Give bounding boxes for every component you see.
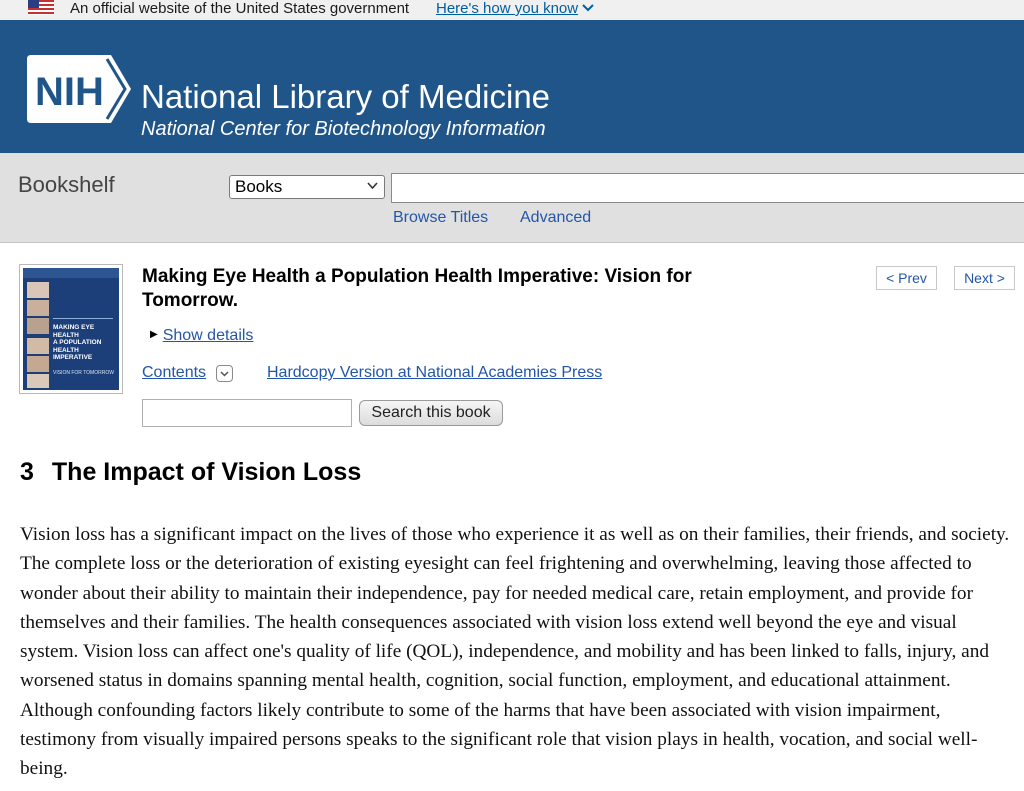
browse-titles-link[interactable]: Browse Titles xyxy=(393,209,489,226)
nih-logo[interactable] xyxy=(27,55,131,123)
cover-subtitle: VISION FOR TOMORROW xyxy=(53,369,114,376)
database-select-value: Books xyxy=(235,177,283,196)
book-cover[interactable] xyxy=(19,264,123,394)
cover-title-line: HEALTH IMPERATIVE xyxy=(53,346,93,361)
heres-how-you-know-link[interactable]: Here's how you know xyxy=(436,0,594,17)
chevron-down-icon xyxy=(582,4,594,12)
chevron-down-icon xyxy=(367,182,378,190)
search-this-book-button[interactable]: Search this book xyxy=(359,400,503,426)
cover-title-line: A POPULATION xyxy=(53,339,102,346)
book-search-input[interactable] xyxy=(142,399,352,427)
book-title: Making Eye Health a Population Health Imperative: Vision for Tomorrow. xyxy=(142,266,692,311)
site-subtitle: National Center for Biotechnology Information xyxy=(141,118,546,140)
chapter-number: 3 xyxy=(20,458,34,486)
next-page-button[interactable]: Next > xyxy=(954,266,1015,290)
cover-title-line: MAKING EYE HEALTH xyxy=(53,324,95,339)
triangle-right-icon: ▶ xyxy=(150,329,158,340)
show-details-toggle[interactable] xyxy=(150,327,253,345)
gov-banner-text: An official website of the United States government xyxy=(70,0,410,17)
search-input[interactable] xyxy=(391,173,1024,203)
chapter-heading xyxy=(20,457,361,487)
show-details-link[interactable]: Show details xyxy=(162,327,254,344)
bookshelf-label[interactable]: Bookshelf xyxy=(18,172,115,197)
site-header xyxy=(0,20,1024,153)
hardcopy-version-link[interactable]: Hardcopy Version at National Academies Press xyxy=(267,364,603,381)
gov-banner xyxy=(0,0,1024,20)
us-flag-icon xyxy=(28,0,54,15)
contents-link[interactable]: Contents xyxy=(142,364,207,381)
svg-text:NIH: NIH xyxy=(35,70,104,114)
chapter-title: The Impact of Vision Loss xyxy=(51,458,362,486)
chevron-down-icon xyxy=(217,366,232,381)
advanced-search-link[interactable]: Advanced xyxy=(520,209,592,226)
chapter-paragraph: Vision loss has a significant impact on the lives of those who experience it as well as on their families, their friends, and society. The complete loss or the deterioration of existing eyesight can feel frightening and overwhelming, leaving those affected to wonder about their ability to maintain their independence, pay for needed medical care, retain employment, and provide for themselves and their families. The health consequences associated with vision loss extend well beyond the eye and visual system. Vision loss can affect one's quality of life (QOL), independence, and mobility and has been linked to falls, injury, and worsened status in domains spanning mental health, cognition, social function, employment, and educational attainment. Although confounding factors likely contribute to some of the harms that have been associated with vision impairment, testimony from visually impaired persons speaks to the significant role that vision plays in health, vocation, and social well-being. xyxy=(20,524,1010,780)
database-select[interactable] xyxy=(229,175,385,199)
contents-dropdown-button[interactable] xyxy=(216,365,233,382)
book-cover-image xyxy=(23,268,119,390)
prev-page-button[interactable]: < Prev xyxy=(876,266,937,290)
site-title[interactable]: National Library of Medicine xyxy=(141,78,551,115)
